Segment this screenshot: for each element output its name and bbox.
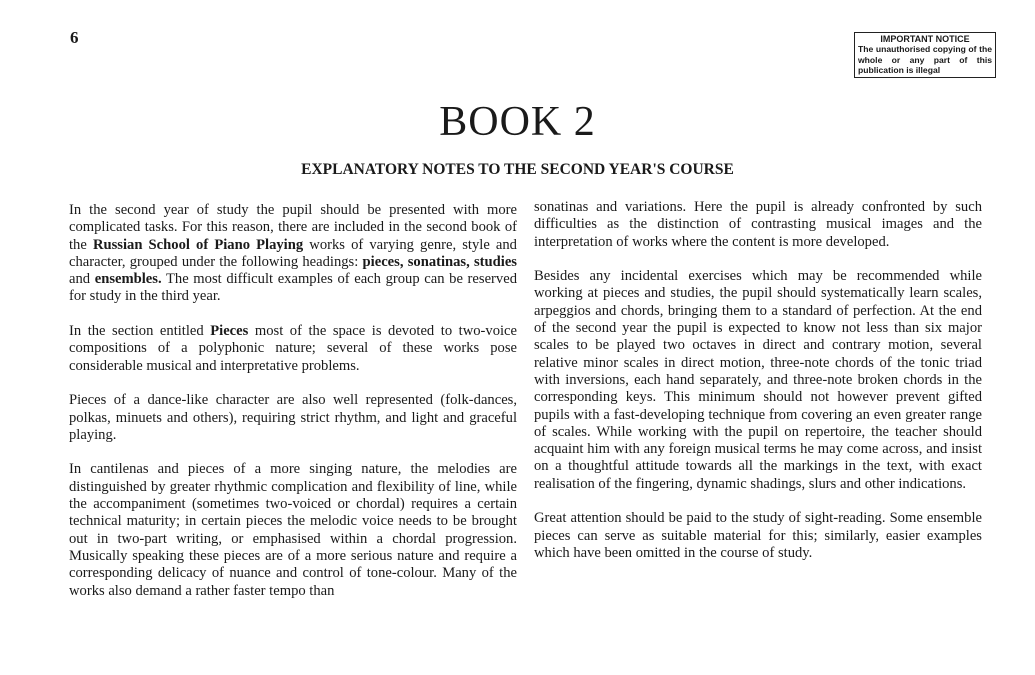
- paragraph-cantilenas: In cantilenas and pieces of a more singing nature, the melodies are distinguished by greater rhythmic complication and flexibility of line, while the accompaniment (sometimes two-voiced or chordal) requires a certain technical maturity; in certain pieces the melodic voice needs to be brought out in two-part writing, or emphasised within a chordal progression. Musically speaking these pieces are of a more serious nature and require a corresponding delicacy of nuance and control of tone-colour. Many of the works also demand a rather faster tempo than: [69, 461, 517, 599]
- page-number: 6: [70, 28, 79, 47]
- bold-headings: pieces, sonatinas, studies: [362, 253, 517, 270]
- section-subtitle: EXPLANATORY NOTES TO THE SECOND YEAR'S COURSE: [301, 161, 734, 178]
- paragraph-sight-reading: Great attention should be paid to the study of sight-reading. Some ensemble pieces can serve as suitable material for this; similarly, easier examples which have been omitted in the course of study.: [534, 510, 982, 561]
- paragraph-intro: [69, 202, 517, 306]
- right-column: [534, 199, 982, 580]
- paragraph-pieces: [69, 323, 517, 375]
- text-run: and: [69, 271, 95, 288]
- paragraph-dance: Pieces of a dance-like character are also well represented (folk-dances, polkas, minuets and others), requiring strict rhythm, and light and graceful playing.: [69, 392, 517, 443]
- text-run: most of the space is devoted to two-voice compositions of a polyphonic nature; several of these works pose considerable musical and interpretative problems.: [69, 323, 518, 374]
- text-run: In the section entitled: [69, 323, 211, 340]
- bold-pieces: Pieces: [210, 323, 249, 340]
- bold-book-title: Russian School of Piano Playing: [92, 236, 304, 253]
- notice-title: IMPORTANT NOTICE: [880, 34, 970, 44]
- text-run: In the second year of study the pupil should be presented with more complicated tasks. For this reason, there are included in the second book of the: [69, 202, 517, 253]
- left-column: [69, 202, 517, 617]
- paragraph-scales: Besides any incidental exercises which may be recommended while working at pieces and studies, the pupil should systematically learn scales, arpeggios and chords, bringing them to a standard of perfection. At the end of the second year the pupil is expected to know not less than six major scales to be played two octaves in direct and contrary motion, several relative minor scales in direct motion, three-note chords of the tonic triad with inversions, each hand separately, and three-note broken chords in the corresponding keys. This minimum should not however prevent gifted pupils with a fast-developing technique from covering an even greater range of scales. While working with the pupil on repertoire, the teacher should acquaint him with any foreign musical terms he may come across, and insist on a thoughtful attitude towards all the markings in the text, with exact realisation of the fingering, dynamic shadings, slurs and other indications.: [534, 268, 982, 492]
- book-title: BOOK 2: [439, 99, 596, 145]
- copyright-notice: [854, 32, 996, 78]
- paragraph-sonatinas: sonatinas and variations. Here the pupil is already confronted by such difficulties as the distinction of contrasting musical images and the interpretation of works where the content is more developed.: [534, 199, 982, 250]
- bold-ensembles: ensembles.: [94, 271, 162, 288]
- text-run: works of varying genre, style and character, grouped under the following headings:: [69, 236, 517, 270]
- text-run: The most difficult examples of each group can be reserved for study in the third year.: [69, 271, 517, 305]
- notice-body: The unauthorised copying of the whole or any part of this publication is illegal: [858, 44, 992, 75]
